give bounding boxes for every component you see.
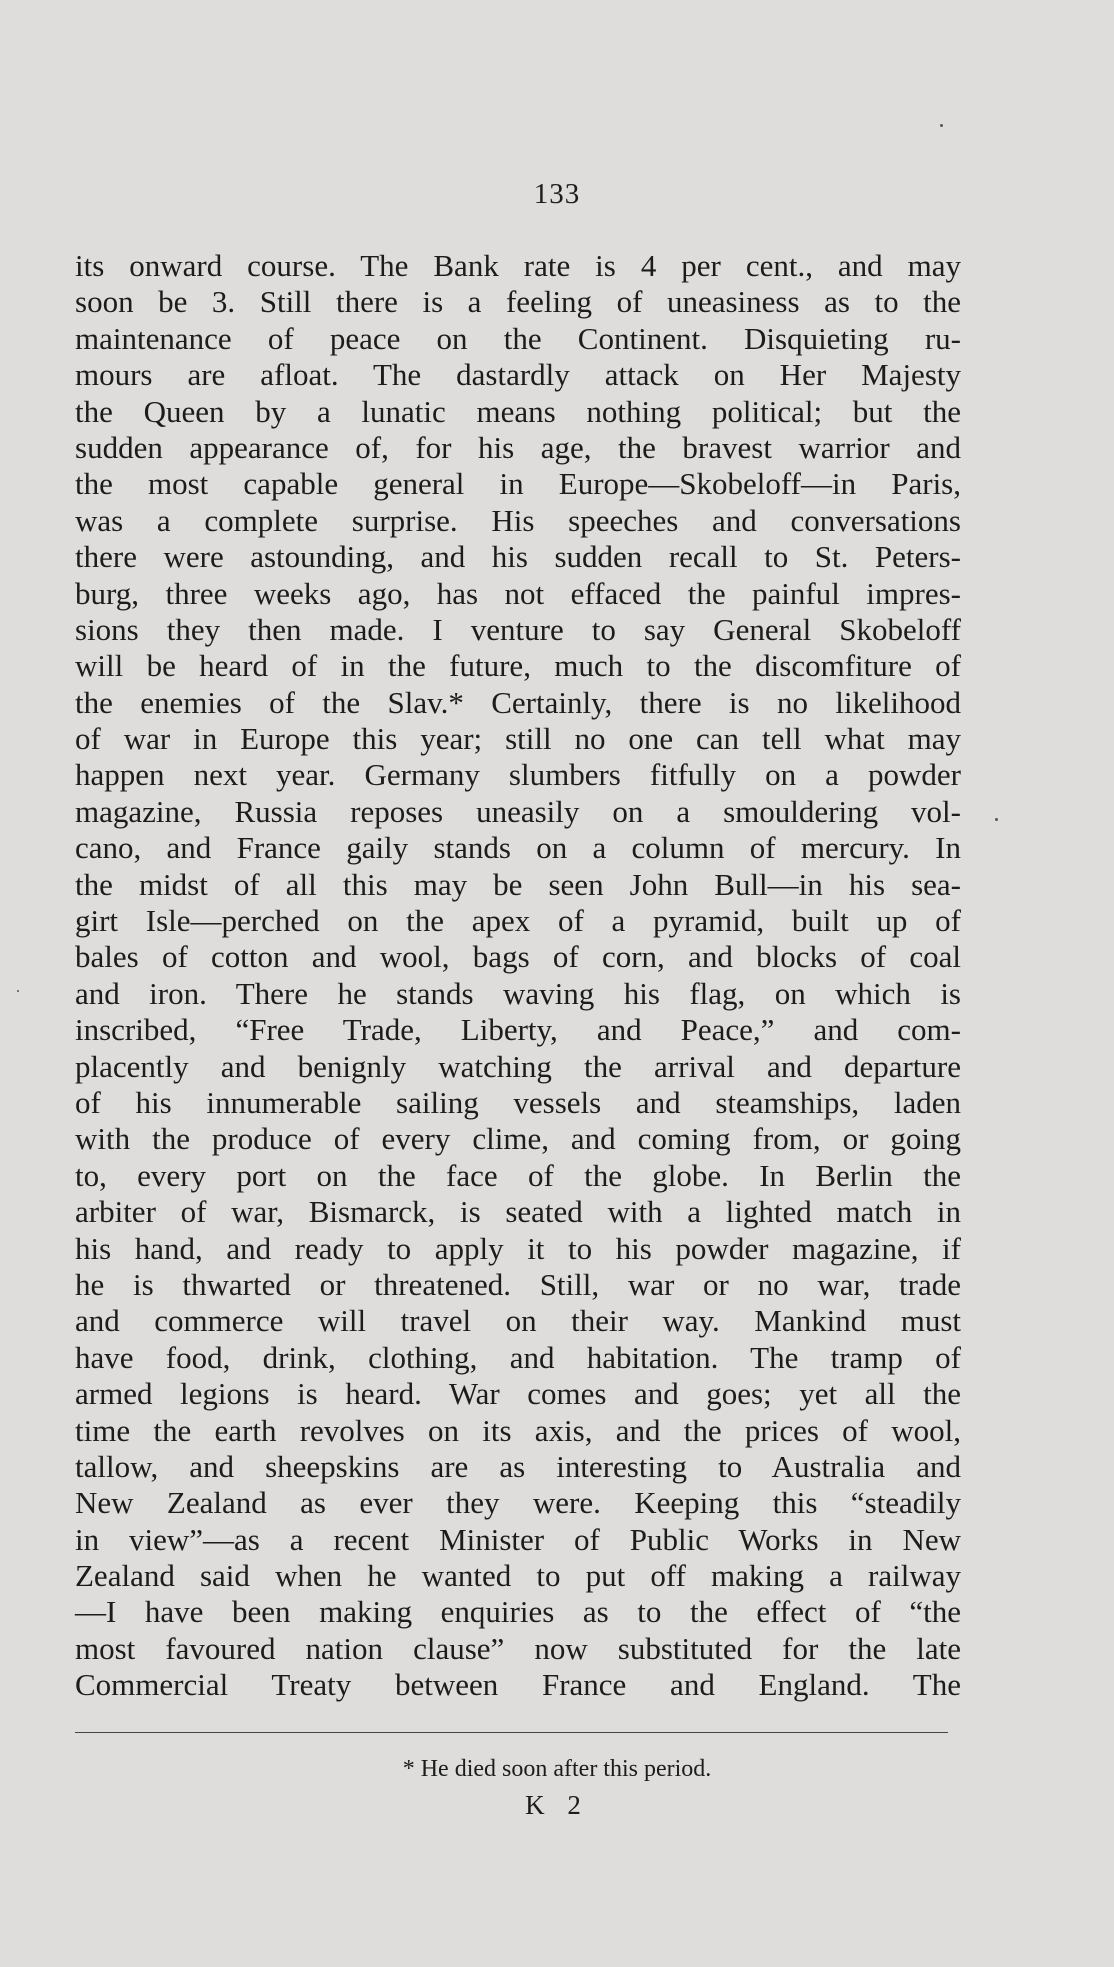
text-line: girt Isle—perched on the apex of a pyramid, built up of [75, 903, 961, 939]
paper-speck [940, 124, 943, 127]
text-line: mours are afloat. The dastardly attack on Her Majesty [75, 357, 961, 393]
text-line: in view”—as a recent Minister of Public Works in New [75, 1521, 961, 1557]
text-line: armed legions is heard. War comes and goes; yet all the [75, 1376, 961, 1412]
text-line: of his innumerable sailing vessels and steamships, laden [75, 1084, 961, 1120]
text-line: magazine, Russia reposes uneasily on a smouldering vol- [75, 793, 961, 829]
text-line: the Queen by a lunatic means nothing political; but the [75, 393, 961, 429]
text-line: Zealand said when he wanted to put off making a railway [75, 1558, 961, 1594]
text-line: the most capable general in Europe—Skobeloff—in Paris, [75, 466, 961, 502]
text-line: maintenance of peace on the Continent. Disquieting ru- [75, 320, 961, 356]
text-line: the midst of all this may be seen John Bull—in his sea- [75, 866, 961, 902]
text-line: of war in Europe this year; still no one can tell what may [75, 721, 961, 757]
text-line: placently and benignly watching the arrival and departure [75, 1048, 961, 1084]
text-line: arbiter of war, Bismarck, is seated with a lighted match in [75, 1194, 961, 1230]
text-line: was a complete surprise. His speeches and conversations [75, 502, 961, 538]
text-line: cano, and France gaily stands on a column of mercury. In [75, 830, 961, 866]
text-line: tallow, and sheepskins are as interesting to Australia and [75, 1448, 961, 1484]
body-text [75, 248, 961, 1704]
text-line: most favoured nation clause” now substituted for the late [75, 1630, 961, 1666]
text-line: and commerce will travel on their way. Mankind must [75, 1303, 961, 1339]
signature-mark: K 2 [525, 1790, 589, 1820]
paper-speck [17, 990, 19, 992]
text-line: his hand, and ready to apply it to his powder magazine, if [75, 1230, 961, 1266]
text-line: to, every port on the face of the globe. In Berlin the [75, 1157, 961, 1193]
text-line: have food, drink, clothing, and habitation. The tramp of [75, 1339, 961, 1375]
text-line: sions they then made. I venture to say General Skobeloff [75, 611, 961, 647]
text-line: sudden appearance of, for his age, the bravest warrior and [75, 429, 961, 465]
text-line: time the earth revolves on its axis, and the prices of wool, [75, 1412, 961, 1448]
text-line: will be heard of in the future, much to the discomfiture of [75, 648, 961, 684]
footnote-divider [75, 1732, 948, 1733]
text-line: its onward course. The Bank rate is 4 per cent., and may [75, 248, 961, 283]
text-line: New Zealand as ever they were. Keeping this “steadily [75, 1485, 961, 1521]
text-line: inscribed, “Free Trade, Liberty, and Peace,” and com- [75, 1012, 961, 1048]
text-line: and iron. There he stands waving his flag, on which is [75, 975, 961, 1011]
text-line: there were astounding, and his sudden recall to St. Peters- [75, 539, 961, 575]
page-number: 133 [533, 178, 581, 210]
text-line: happen next year. Germany slumbers fitfully on a powder [75, 757, 961, 793]
text-line: with the produce of every clime, and coming from, or going [75, 1121, 961, 1157]
text-line: Commercial Treaty between France and England. The [75, 1667, 961, 1703]
text-line: soon be 3. Still there is a feeling of uneasiness as to the [75, 284, 961, 320]
text-line: —I have been making enquiries as to the effect of “the [75, 1594, 961, 1630]
text-line: burg, three weeks ago, has not effaced the painful impres- [75, 575, 961, 611]
text-line: he is thwarted or threatened. Still, war or no war, trade [75, 1266, 961, 1302]
text-line: the enemies of the Slav.* Certainly, there is no likelihood [75, 684, 961, 720]
paper-speck [995, 818, 998, 821]
footnote: * He died soon after this period. [402, 1756, 712, 1782]
text-line: bales of cotton and wool, bags of corn, and blocks of coal [75, 939, 961, 975]
